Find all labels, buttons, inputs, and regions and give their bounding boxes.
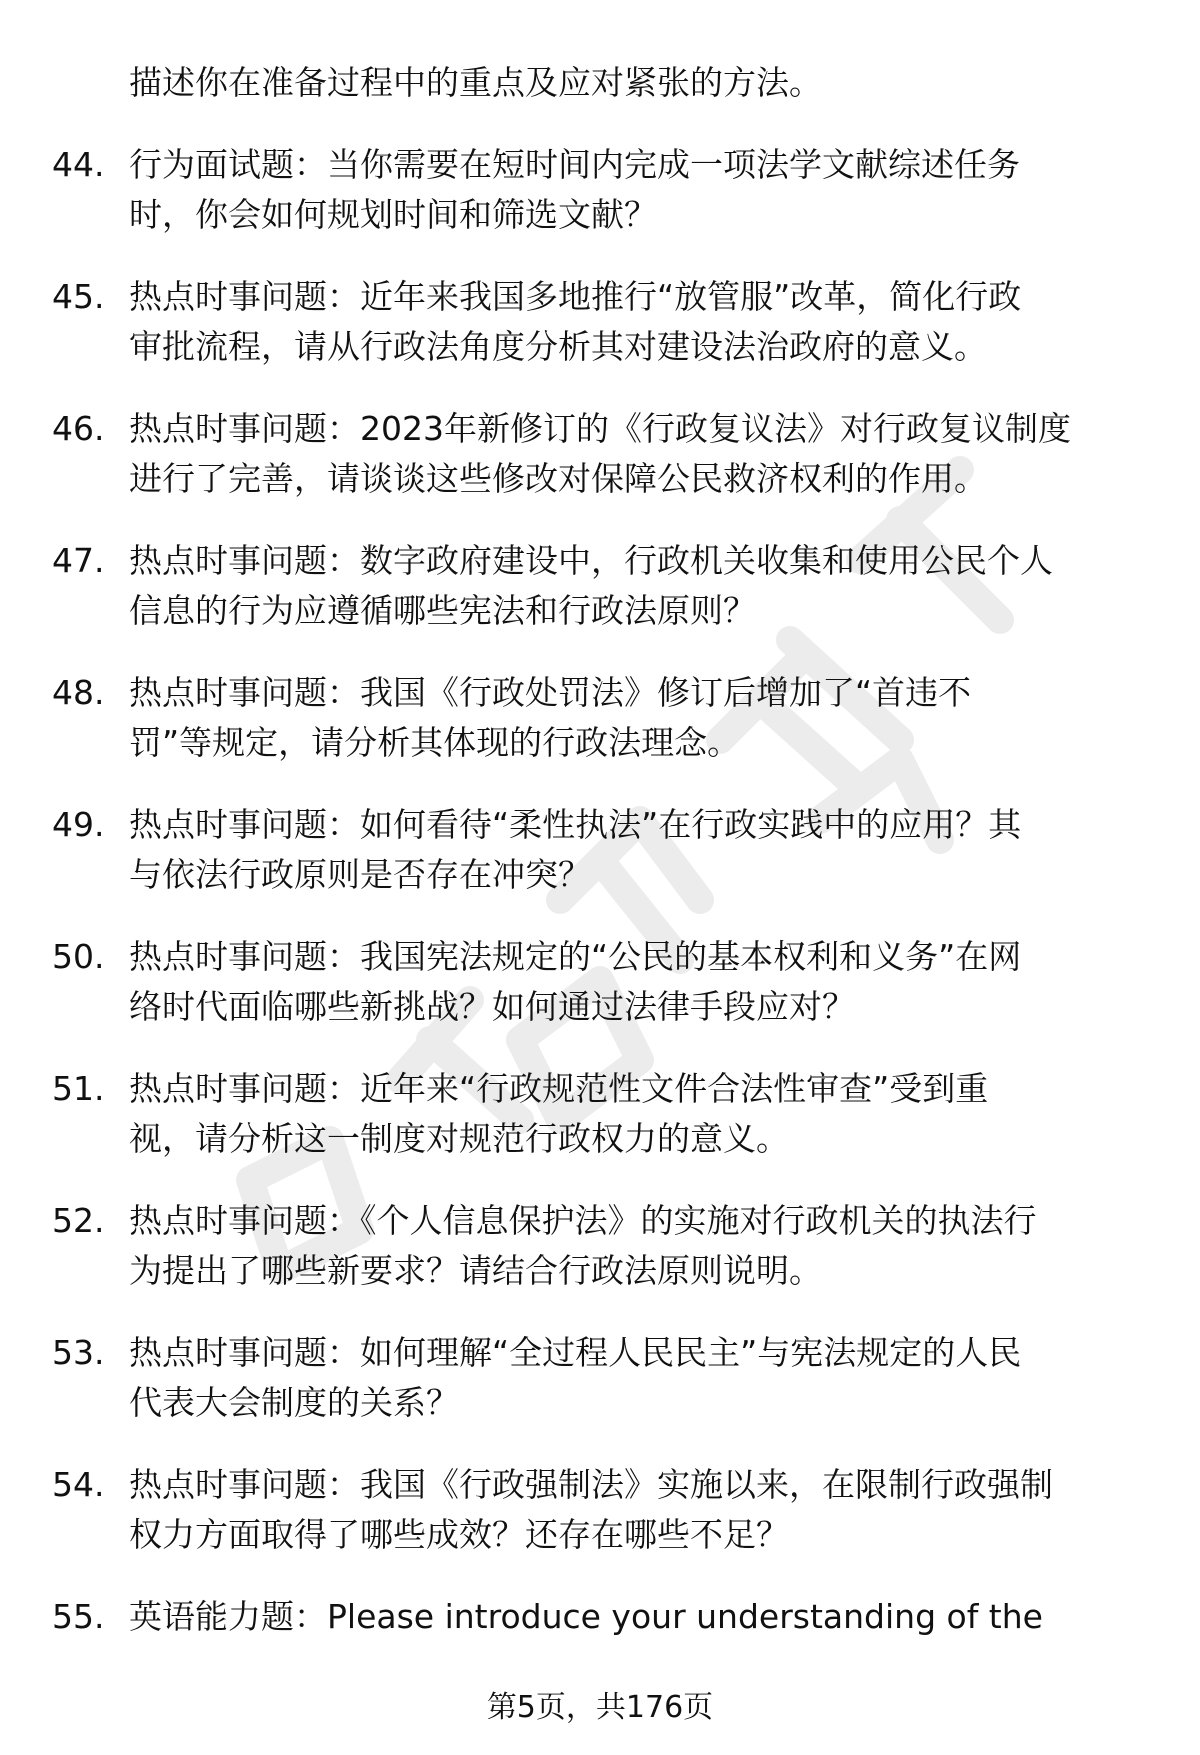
question-text: 热点时事问题：我国《行政处罚法》修订后增加了“首违不 罚”等规定，请分析其体现的行政法理念。: [129, 673, 972, 762]
list-item: [0, 272, 1200, 404]
list-item: [0, 1460, 1200, 1592]
list-item: [0, 668, 1200, 800]
list-item: [0, 1196, 1200, 1328]
list-item: [0, 1064, 1200, 1196]
question-text: 热点时事问题：我国宪法规定的“公民的基本权利和义务”在网 络时代面临哪些新挑战？如何通过法律手段应对？: [129, 937, 1022, 1026]
question-text: 英语能力题：Please introduce your understanding of the: [129, 1597, 1043, 1636]
question-text: 热点时事问题：近年来“行政规范性文件合法性审查”受到重 视，请分析这一制度对规范行政权力的意义。: [129, 1069, 989, 1158]
question-text: 行为面试题：当你需要在短时间内完成一项法学文献综述任务 时，你会如何规划时间和筛选文献？: [129, 145, 1020, 234]
question-number: 54.: [52, 1465, 105, 1504]
question-number: 55.: [52, 1597, 105, 1636]
question-text: 热点时事问题：数字政府建设中，行政机关收集和使用公民个人 信息的行为应遵循哪些宪法和行政法原则？: [129, 541, 1053, 630]
list-item: [0, 140, 1200, 272]
question-number: 52.: [52, 1201, 105, 1240]
list-item: [0, 404, 1200, 536]
continuation-line: 描述你在准备过程中的重点及应对紧张的方法。: [129, 63, 822, 102]
question-number: 49.: [52, 805, 105, 844]
question-number: 46.: [52, 409, 105, 448]
question-number: 50.: [52, 937, 105, 976]
question-text: 热点时事问题：2023年新修订的《行政复议法》对行政复议制度 进行了完善，请谈谈这些修改对保障公民救济权利的作用。: [129, 409, 1071, 498]
question-list: [0, 140, 1200, 1724]
list-item: [0, 800, 1200, 932]
question-text: 热点时事问题：《个人信息保护法》的实施对行政机关的执法行 为提出了哪些新要求？请结合行政法原则说明。: [129, 1201, 1037, 1290]
question-number: 47.: [52, 541, 105, 580]
list-item: [0, 1328, 1200, 1460]
question-text: 热点时事问题：如何看待“柔性执法”在行政实践中的应用？其 与依法行政原则是否存在冲突？: [129, 805, 1022, 894]
question-number: 45.: [52, 277, 105, 316]
question-text: 热点时事问题：如何理解“全过程人民民主”与宪法规定的人民 代表大会制度的关系？: [129, 1333, 1022, 1422]
question-text: 热点时事问题：近年来我国多地推行“放管服”改革，简化行政 审批流程，请从行政法角度分析其对建设法治政府的意义。: [129, 277, 1022, 366]
question-number: 44.: [52, 145, 105, 184]
question-text: 热点时事问题：我国《行政强制法》实施以来，在限制行政强制 权力方面取得了哪些成效？还存在哪些不足？: [129, 1465, 1053, 1554]
list-item: [0, 536, 1200, 668]
question-number: 53.: [52, 1333, 105, 1372]
question-number: 48.: [52, 673, 105, 712]
list-item: [0, 932, 1200, 1064]
question-number: 51.: [52, 1069, 105, 1108]
page-footer: 第5页，共176页: [486, 1690, 714, 1725]
